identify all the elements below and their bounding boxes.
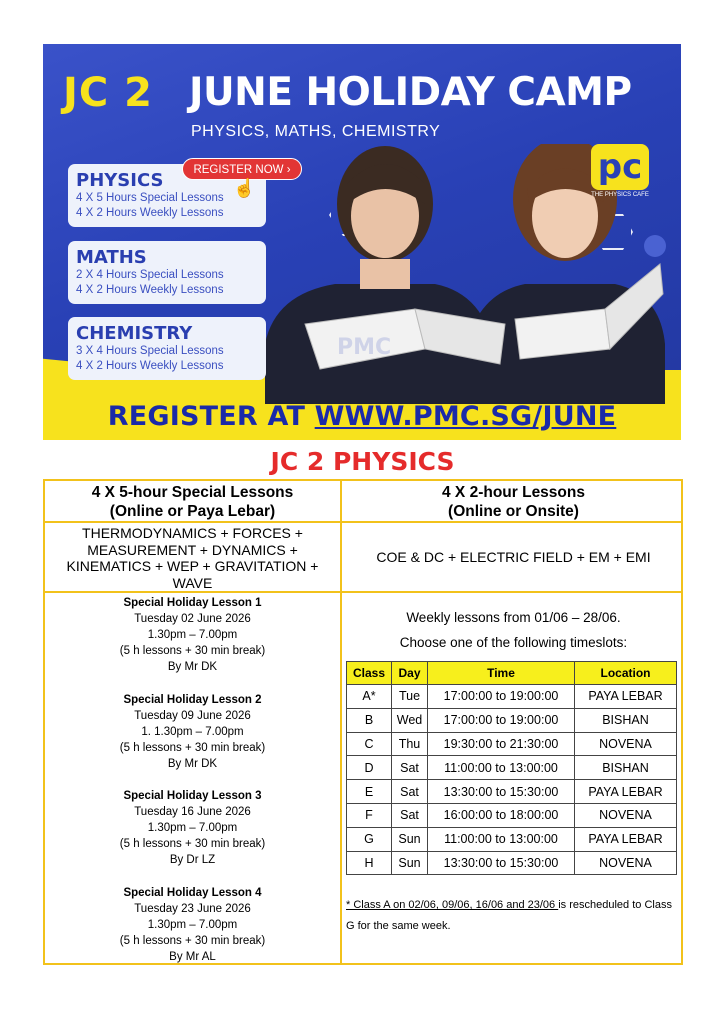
timeslot-location: NOVENA bbox=[575, 732, 677, 756]
lesson-time: 1.30pm – 7.00pm bbox=[147, 629, 238, 641]
timeslot-row bbox=[347, 851, 677, 875]
col-header-day: Day bbox=[392, 662, 428, 685]
lesson-date: Tuesday 09 June 2026 bbox=[134, 710, 251, 722]
col-header-time: Time bbox=[428, 662, 575, 685]
timeslot-time: 13:30:00 to 15:30:00 bbox=[428, 780, 575, 804]
timeslot-day: Sun bbox=[392, 827, 428, 851]
timeslot-time: 11:00:00 to 13:00:00 bbox=[428, 756, 575, 780]
timeslot-day: Sat bbox=[392, 803, 428, 827]
timeslot-class: A* bbox=[347, 685, 392, 709]
timeslot-header-row bbox=[347, 662, 677, 685]
right-topics: COE & DC + ELECTRIC FIELD + EM + EMI bbox=[376, 549, 651, 565]
left-topics bbox=[45, 525, 340, 591]
lesson-time: 1. 1.30pm – 7.00pm bbox=[141, 726, 244, 738]
subject-name: PHYSICS bbox=[76, 170, 164, 191]
timeslot-day: Tue bbox=[392, 685, 428, 709]
timeslot-row bbox=[347, 756, 677, 780]
timeslot-time: 19:30:00 to 21:30:00 bbox=[428, 732, 575, 756]
lesson-block-2 bbox=[45, 692, 340, 772]
timeslot-row bbox=[347, 685, 677, 709]
subject-detail: 4 X 2 Hours Weekly Lessons bbox=[76, 284, 224, 296]
lesson-note: (5 h lessons + 30 min break) bbox=[119, 645, 266, 657]
lesson-tutor: By Dr LZ bbox=[169, 854, 216, 866]
timeslot-location: NOVENA bbox=[575, 851, 677, 875]
footnote-underlined: * Class A on 02/06, 09/06, 16/06 and 23/06 bbox=[346, 899, 559, 911]
register-now-button[interactable]: REGISTER NOW › bbox=[182, 158, 302, 180]
subject-name: MATHS bbox=[76, 247, 147, 268]
timeslot-row bbox=[347, 780, 677, 804]
timeslot-location: PAYA LEBAR bbox=[575, 780, 677, 804]
subject-detail: 4 X 2 Hours Weekly Lessons bbox=[76, 360, 224, 372]
timeslot-row bbox=[347, 803, 677, 827]
timeslot-row bbox=[347, 708, 677, 732]
register-link[interactable]: WWW.PMC.SG/JUNE bbox=[314, 401, 617, 432]
timeslot-row bbox=[347, 732, 677, 756]
timeslot-table bbox=[346, 661, 677, 875]
col-header-location: Location bbox=[575, 662, 677, 685]
timeslot-time: 16:00:00 to 18:00:00 bbox=[428, 803, 575, 827]
subject-card-chemistry bbox=[68, 317, 266, 380]
lesson-title: Special Holiday Lesson 3 bbox=[123, 790, 262, 802]
timeslot-time: 17:00:00 to 19:00:00 bbox=[428, 685, 575, 709]
timeslot-class: C bbox=[347, 732, 392, 756]
lesson-block-4 bbox=[45, 885, 340, 965]
lesson-tutor: By Mr AL bbox=[169, 951, 216, 963]
timeslot-class: H bbox=[347, 851, 392, 875]
hand-cursor-icon: ☝ bbox=[233, 178, 256, 198]
banner-subtitle: PHYSICS, MATHS, CHEMISTRY bbox=[191, 123, 441, 140]
left-header-line1: 4 X 5-hour Special Lessons bbox=[91, 484, 294, 501]
timeslot-day: Sat bbox=[392, 780, 428, 804]
lesson-note: (5 h lessons + 30 min break) bbox=[119, 742, 266, 754]
timeslot-time: 17:00:00 to 19:00:00 bbox=[428, 708, 575, 732]
svg-text:PMC: PMC bbox=[337, 335, 392, 360]
subject-name: CHEMISTRY bbox=[76, 323, 193, 344]
timeslot-row bbox=[347, 827, 677, 851]
weekly-range: Weekly lessons from 01/06 – 28/06. bbox=[406, 610, 621, 625]
promo-banner bbox=[43, 44, 681, 440]
footnote bbox=[346, 895, 682, 937]
timeslot-class: F bbox=[347, 803, 392, 827]
banner-title-level: JC 2 bbox=[63, 70, 153, 116]
section-title: JC 2 PHYSICS bbox=[270, 447, 455, 476]
lesson-note: (5 h lessons + 30 min break) bbox=[119, 935, 266, 947]
lesson-date: Tuesday 23 June 2026 bbox=[134, 903, 251, 915]
lesson-title: Special Holiday Lesson 1 bbox=[123, 597, 262, 609]
footnote-rest: is rescheduled to Class G for the same week. bbox=[346, 899, 672, 932]
lesson-block-1 bbox=[45, 595, 340, 675]
timeslot-location: PAYA LEBAR bbox=[575, 685, 677, 709]
topic-line: THERMODYNAMICS + FORCES + bbox=[82, 525, 303, 541]
subject-detail: 4 X 2 Hours Weekly Lessons bbox=[76, 207, 224, 219]
logo-mark: pc bbox=[591, 144, 649, 190]
timeslot-day: Wed bbox=[392, 708, 428, 732]
timeslot-location: BISHAN bbox=[575, 708, 677, 732]
subject-card-maths bbox=[68, 241, 266, 304]
banner-title: JUNE HOLIDAY CAMP bbox=[189, 70, 632, 115]
topic-line: KINEMATICS + WEP + GRAVITATION + bbox=[66, 558, 319, 574]
timeslot-time: 13:30:00 to 15:30:00 bbox=[428, 851, 575, 875]
timeslot-day: Sun bbox=[392, 851, 428, 875]
schedule-table bbox=[43, 479, 683, 965]
register-url-line bbox=[43, 401, 681, 432]
lesson-tutor: By Mr DK bbox=[167, 758, 218, 770]
subject-detail: 2 X 4 Hours Special Lessons bbox=[76, 269, 224, 281]
lesson-title: Special Holiday Lesson 4 bbox=[123, 887, 262, 899]
lesson-tutor: By Mr DK bbox=[167, 661, 218, 673]
lesson-block-3 bbox=[45, 788, 340, 868]
lesson-time: 1.30pm – 7.00pm bbox=[147, 919, 238, 931]
timeslot-day: Sat bbox=[392, 756, 428, 780]
timeslot-location: NOVENA bbox=[575, 803, 677, 827]
right-header-line2: (Online or Onsite) bbox=[448, 503, 579, 520]
timeslot-day: Thu bbox=[392, 732, 428, 756]
timeslot-class: B bbox=[347, 708, 392, 732]
right-header-line1: 4 X 2-hour Lessons bbox=[442, 484, 585, 501]
lesson-time: 1.30pm – 7.00pm bbox=[147, 822, 238, 834]
timeslot-location: BISHAN bbox=[575, 756, 677, 780]
lesson-note: (5 h lessons + 30 min break) bbox=[119, 838, 266, 850]
row-divider bbox=[45, 591, 681, 593]
lesson-date: Tuesday 02 June 2026 bbox=[134, 613, 251, 625]
topic-line: WAVE bbox=[172, 574, 213, 591]
subject-detail: 4 X 5 Hours Special Lessons bbox=[76, 192, 224, 204]
topic-line: MEASUREMENT + DYNAMICS + bbox=[87, 541, 298, 558]
timeslot-class: G bbox=[347, 827, 392, 851]
register-prefix: REGISTER AT bbox=[107, 401, 315, 432]
left-header-line2: (Online or Paya Lebar) bbox=[109, 503, 276, 520]
pmc-logo bbox=[587, 144, 653, 210]
choose-timeslot-text: Choose one of the following timeslots: bbox=[399, 635, 628, 650]
col-header-class: Class bbox=[347, 662, 392, 685]
timeslot-class: D bbox=[347, 756, 392, 780]
left-column-header bbox=[45, 483, 340, 523]
lesson-title: Special Holiday Lesson 2 bbox=[123, 694, 262, 706]
lesson-date: Tuesday 16 June 2026 bbox=[134, 806, 251, 818]
timeslot-location: PAYA LEBAR bbox=[575, 827, 677, 851]
right-column-header bbox=[342, 483, 685, 523]
timeslot-time: 11:00:00 to 13:00:00 bbox=[428, 827, 575, 851]
timeslot-class: E bbox=[347, 780, 392, 804]
logo-caption: THE PHYSICS CAFE bbox=[591, 192, 649, 198]
subject-detail: 3 X 4 Hours Special Lessons bbox=[76, 345, 224, 357]
